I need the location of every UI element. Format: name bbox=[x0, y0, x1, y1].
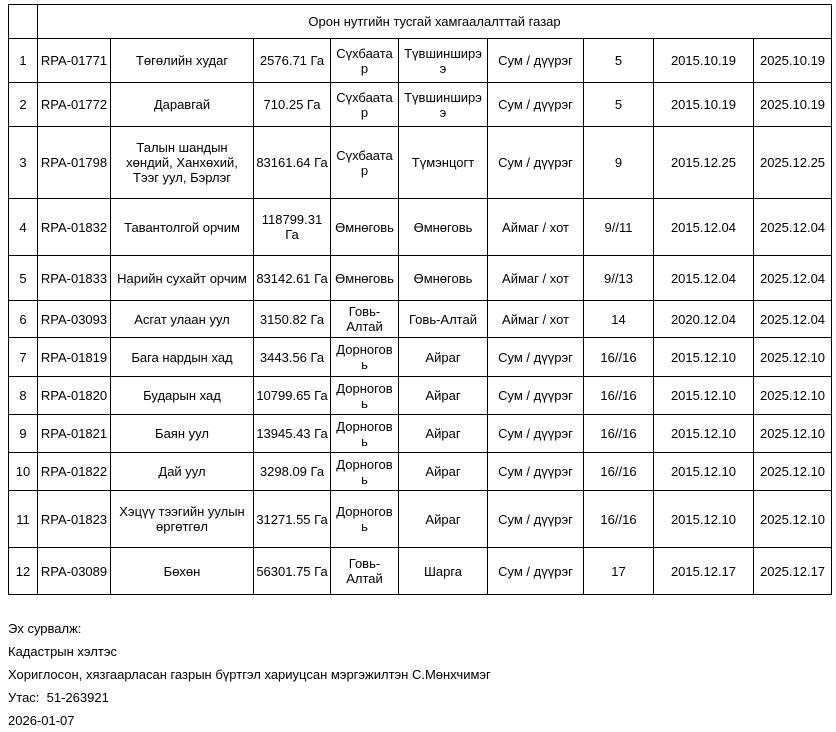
cell-level: Сум / дүүрэг bbox=[488, 39, 584, 83]
cell-code: RPA-01822 bbox=[38, 453, 111, 491]
cell-soum: Айраг bbox=[399, 338, 488, 377]
cell-code: RPA-01772 bbox=[38, 83, 111, 127]
cell-num: 16//16 bbox=[584, 377, 654, 415]
cell-aimag: Дорноговь bbox=[331, 377, 399, 415]
cell-no: 11 bbox=[9, 491, 38, 548]
cell-name: Асгат улаан уул bbox=[111, 301, 254, 338]
cell-end: 2025.12.10 bbox=[754, 491, 832, 548]
cell-level: Аймаг / хот bbox=[488, 301, 584, 338]
cell-code: RPA-03093 bbox=[38, 301, 111, 338]
footer-phone: Утас: 51-263921 bbox=[8, 690, 109, 705]
table-row bbox=[9, 338, 832, 377]
cell-level: Сум / дүүрэг bbox=[488, 491, 584, 548]
table-row bbox=[9, 415, 832, 453]
cell-start: 2015.12.10 bbox=[654, 453, 754, 491]
table-row bbox=[9, 301, 832, 338]
cell-end: 2025.12.25 bbox=[754, 127, 832, 199]
cell-soum: Өмнөговь bbox=[399, 199, 488, 256]
cell-area: 10799.65 Га bbox=[254, 377, 331, 415]
cell-area: 31271.55 Га bbox=[254, 491, 331, 548]
cell-aimag: Сүхбаатар bbox=[331, 127, 399, 199]
cell-area: 3150.82 Га bbox=[254, 301, 331, 338]
cell-level: Сум / дүүрэг bbox=[488, 453, 584, 491]
cell-name: Нарийн сухайт орчим bbox=[111, 256, 254, 301]
cell-area: 3298.09 Га bbox=[254, 453, 331, 491]
cell-end: 2025.12.04 bbox=[754, 199, 832, 256]
cell-start: 2015.12.10 bbox=[654, 338, 754, 377]
cell-soum: Шарга bbox=[399, 548, 488, 595]
table-row bbox=[9, 491, 832, 548]
cell-area: 83161.64 Га bbox=[254, 127, 331, 199]
cell-start: 2015.12.10 bbox=[654, 491, 754, 548]
cell-name: Баян уул bbox=[111, 415, 254, 453]
cell-end: 2025.10.19 bbox=[754, 83, 832, 127]
title-row-empty-cell bbox=[9, 5, 38, 39]
cell-end: 2025.12.10 bbox=[754, 453, 832, 491]
cell-start: 2015.12.04 bbox=[654, 256, 754, 301]
cell-aimag: Говь-Алтай bbox=[331, 548, 399, 595]
footer bbox=[8, 617, 836, 732]
cell-end: 2025.12.10 bbox=[754, 338, 832, 377]
cell-name: Тавантолгой орчим bbox=[111, 199, 254, 256]
cell-no: 7 bbox=[9, 338, 38, 377]
cell-num: 16//16 bbox=[584, 338, 654, 377]
cell-num: 5 bbox=[584, 83, 654, 127]
cell-num: 9//13 bbox=[584, 256, 654, 301]
cell-aimag: Сүхбаатар bbox=[331, 39, 399, 83]
cell-no: 10 bbox=[9, 453, 38, 491]
cell-area: 710.25 Га bbox=[254, 83, 331, 127]
cell-no: 1 bbox=[9, 39, 38, 83]
cell-start: 2020.12.04 bbox=[654, 301, 754, 338]
cell-aimag: Дорноговь bbox=[331, 453, 399, 491]
cell-num: 16//16 bbox=[584, 491, 654, 548]
cell-level: Сум / дүүрэг bbox=[488, 127, 584, 199]
table-row bbox=[9, 453, 832, 491]
cell-code: RPA-01823 bbox=[38, 491, 111, 548]
cell-num: 16//16 bbox=[584, 453, 654, 491]
cell-num: 9//11 bbox=[584, 199, 654, 256]
table-row bbox=[9, 548, 832, 595]
cell-code: RPA-01819 bbox=[38, 338, 111, 377]
cell-start: 2015.10.19 bbox=[654, 83, 754, 127]
cell-area: 56301.75 Га bbox=[254, 548, 331, 595]
table-row bbox=[9, 256, 832, 301]
cell-aimag: Өмнөговь bbox=[331, 256, 399, 301]
table-row bbox=[9, 127, 832, 199]
cell-area: 3443.56 Га bbox=[254, 338, 331, 377]
cell-name: Даравгай bbox=[111, 83, 254, 127]
cell-code: RPA-01798 bbox=[38, 127, 111, 199]
cell-end: 2025.10.19 bbox=[754, 39, 832, 83]
cell-code: RPA-01771 bbox=[38, 39, 111, 83]
cell-name: Бөхөн bbox=[111, 548, 254, 595]
cell-soum: Түмэнцогт bbox=[399, 127, 488, 199]
cell-area: 13945.43 Га bbox=[254, 415, 331, 453]
cell-start: 2015.12.10 bbox=[654, 415, 754, 453]
cell-name: Төгөлийн худаг bbox=[111, 39, 254, 83]
table-row bbox=[9, 377, 832, 415]
cell-area: 83142.61 Га bbox=[254, 256, 331, 301]
footer-date: 2026-01-07 bbox=[8, 713, 75, 728]
cell-start: 2015.12.17 bbox=[654, 548, 754, 595]
cell-level: Аймаг / хот bbox=[488, 199, 584, 256]
cell-end: 2025.12.04 bbox=[754, 256, 832, 301]
cell-soum: Говь-Алтай bbox=[399, 301, 488, 338]
cell-soum: Айраг bbox=[399, 453, 488, 491]
cell-num: 17 bbox=[584, 548, 654, 595]
cell-num: 9 bbox=[584, 127, 654, 199]
cell-num: 5 bbox=[584, 39, 654, 83]
cell-code: RPA-01821 bbox=[38, 415, 111, 453]
cell-num: 16//16 bbox=[584, 415, 654, 453]
cell-level: Аймаг / хот bbox=[488, 256, 584, 301]
protected-areas-table bbox=[8, 4, 832, 595]
cell-area: 2576.71 Га bbox=[254, 39, 331, 83]
cell-soum: Айраг bbox=[399, 415, 488, 453]
cell-code: RPA-01820 bbox=[38, 377, 111, 415]
cell-aimag: Өмнөговь bbox=[331, 199, 399, 256]
footer-department: Кадастрын хэлтэс bbox=[8, 644, 117, 659]
cell-soum: Түвшинширээ bbox=[399, 39, 488, 83]
cell-soum: Өмнөговь bbox=[399, 256, 488, 301]
cell-aimag: Говь-Алтай bbox=[331, 301, 399, 338]
cell-name: Хэцүү тээгийн уулын өргөтгөл bbox=[111, 491, 254, 548]
cell-aimag: Дорноговь bbox=[331, 338, 399, 377]
table-row bbox=[9, 39, 832, 83]
cell-name: Бага нардын хад bbox=[111, 338, 254, 377]
cell-no: 9 bbox=[9, 415, 38, 453]
cell-name: Талын шандын хөндий, Ханхөхий, Тээг уул, Бэрлэг bbox=[111, 127, 254, 199]
cell-start: 2015.12.04 bbox=[654, 199, 754, 256]
cell-code: RPA-03089 bbox=[38, 548, 111, 595]
cell-level: Сум / дүүрэг bbox=[488, 83, 584, 127]
footer-source-label: Эх сурвалж: bbox=[8, 621, 82, 636]
cell-aimag: Дорноговь bbox=[331, 415, 399, 453]
cell-soum: Айраг bbox=[399, 491, 488, 548]
cell-area: 118799.31 Га bbox=[254, 199, 331, 256]
cell-level: Сум / дүүрэг bbox=[488, 377, 584, 415]
cell-no: 4 bbox=[9, 199, 38, 256]
footer-specialist: Хориглосон, хязгаарласан газрын бүртгэл хариуцсан мэргэжилтэн С.Мөнхчимэг bbox=[8, 667, 491, 682]
cell-no: 6 bbox=[9, 301, 38, 338]
cell-start: 2015.10.19 bbox=[654, 39, 754, 83]
cell-code: RPA-01833 bbox=[38, 256, 111, 301]
cell-aimag: Сүхбаатар bbox=[331, 83, 399, 127]
cell-aimag: Дорноговь bbox=[331, 491, 399, 548]
cell-level: Сум / дүүрэг bbox=[488, 415, 584, 453]
cell-name: Дай уул bbox=[111, 453, 254, 491]
cell-no: 5 bbox=[9, 256, 38, 301]
table-title-row bbox=[9, 5, 832, 39]
cell-end: 2025.12.10 bbox=[754, 377, 832, 415]
cell-soum: Айраг bbox=[399, 377, 488, 415]
cell-level: Сум / дүүрэг bbox=[488, 338, 584, 377]
cell-end: 2025.12.17 bbox=[754, 548, 832, 595]
cell-soum: Түвшинширээ bbox=[399, 83, 488, 127]
cell-num: 14 bbox=[584, 301, 654, 338]
cell-name: Бударын хад bbox=[111, 377, 254, 415]
cell-no: 8 bbox=[9, 377, 38, 415]
cell-level: Сум / дүүрэг bbox=[488, 548, 584, 595]
cell-code: RPA-01832 bbox=[38, 199, 111, 256]
table-row bbox=[9, 199, 832, 256]
cell-end: 2025.12.10 bbox=[754, 415, 832, 453]
cell-start: 2015.12.10 bbox=[654, 377, 754, 415]
page-title: Орон нутгийн тусгай хамгаалалттай газар bbox=[38, 5, 832, 39]
table-row bbox=[9, 83, 832, 127]
cell-no: 3 bbox=[9, 127, 38, 199]
cell-no: 2 bbox=[9, 83, 38, 127]
cell-end: 2025.12.04 bbox=[754, 301, 832, 338]
cell-start: 2015.12.25 bbox=[654, 127, 754, 199]
cell-no: 12 bbox=[9, 548, 38, 595]
